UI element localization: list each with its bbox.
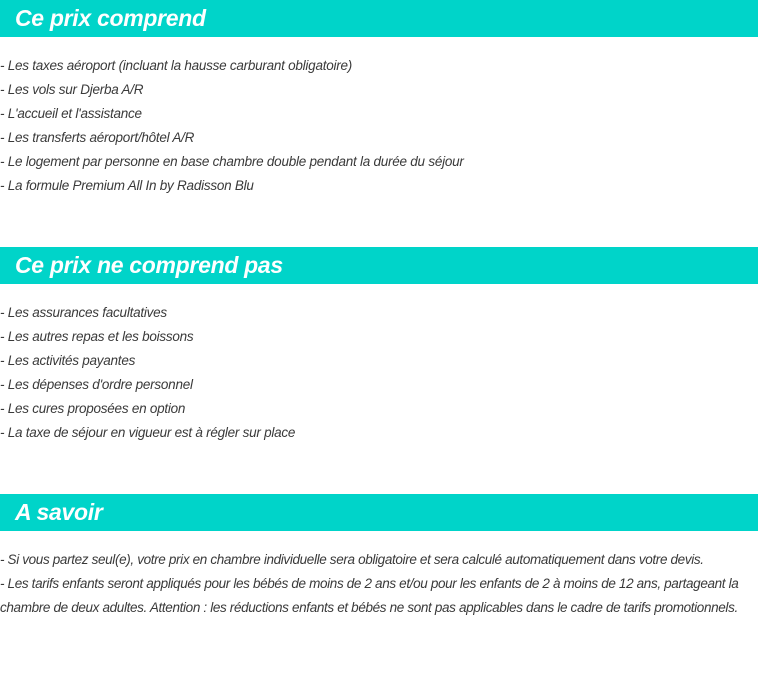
list-item: - Les transferts aéroport/hôtel A/R: [0, 130, 195, 145]
section-title: Ce prix ne comprend pas: [0, 247, 758, 284]
not-included-list: [0, 301, 758, 445]
included-list: [0, 54, 758, 198]
section-title: Ce prix comprend: [0, 0, 758, 37]
section-included: [0, 0, 758, 198]
list-item: - Les autres repas et les boissons: [0, 329, 194, 344]
section-good-to-know: [0, 494, 758, 620]
list-item: - La taxe de séjour en vigueur est à régler sur place: [0, 425, 296, 440]
list-item: - Les assurances facultatives: [0, 305, 167, 320]
list-item: - Le logement par personne en base chambre double pendant la durée du séjour: [0, 154, 464, 169]
list-item: - L'accueil et l'assistance: [0, 106, 142, 121]
section-title: A savoir: [0, 494, 758, 531]
list-item: - Les taxes aéroport (incluant la hausse carburant obligatoire): [0, 58, 352, 73]
section-not-included: [0, 247, 758, 445]
list-item: - La formule Premium All In by Radisson Blu: [0, 178, 254, 193]
list-item: - Les cures proposées en option: [0, 401, 186, 416]
list-item: - Les vols sur Djerba A/R: [0, 82, 144, 97]
info-paragraph: - Si vous partez seul(e), votre prix en chambre individuelle sera obligatoire et sera calculé automatiquement dans votre devis.: [0, 552, 704, 567]
good-to-know-text: [0, 548, 758, 620]
list-item: - Les dépenses d'ordre personnel: [0, 377, 193, 392]
info-paragraph: - Les tarifs enfants seront appliqués pour les bébés de moins de 2 ans et/ou pour les enfants de 2 à moins de 12 ans, partageant la chambre de deux adultes. Attention : les réductions enfants et bébés ne sont pas applicables dans le cadre de tarifs promotionnels.: [0, 576, 739, 615]
list-item: - Les activités payantes: [0, 353, 136, 368]
